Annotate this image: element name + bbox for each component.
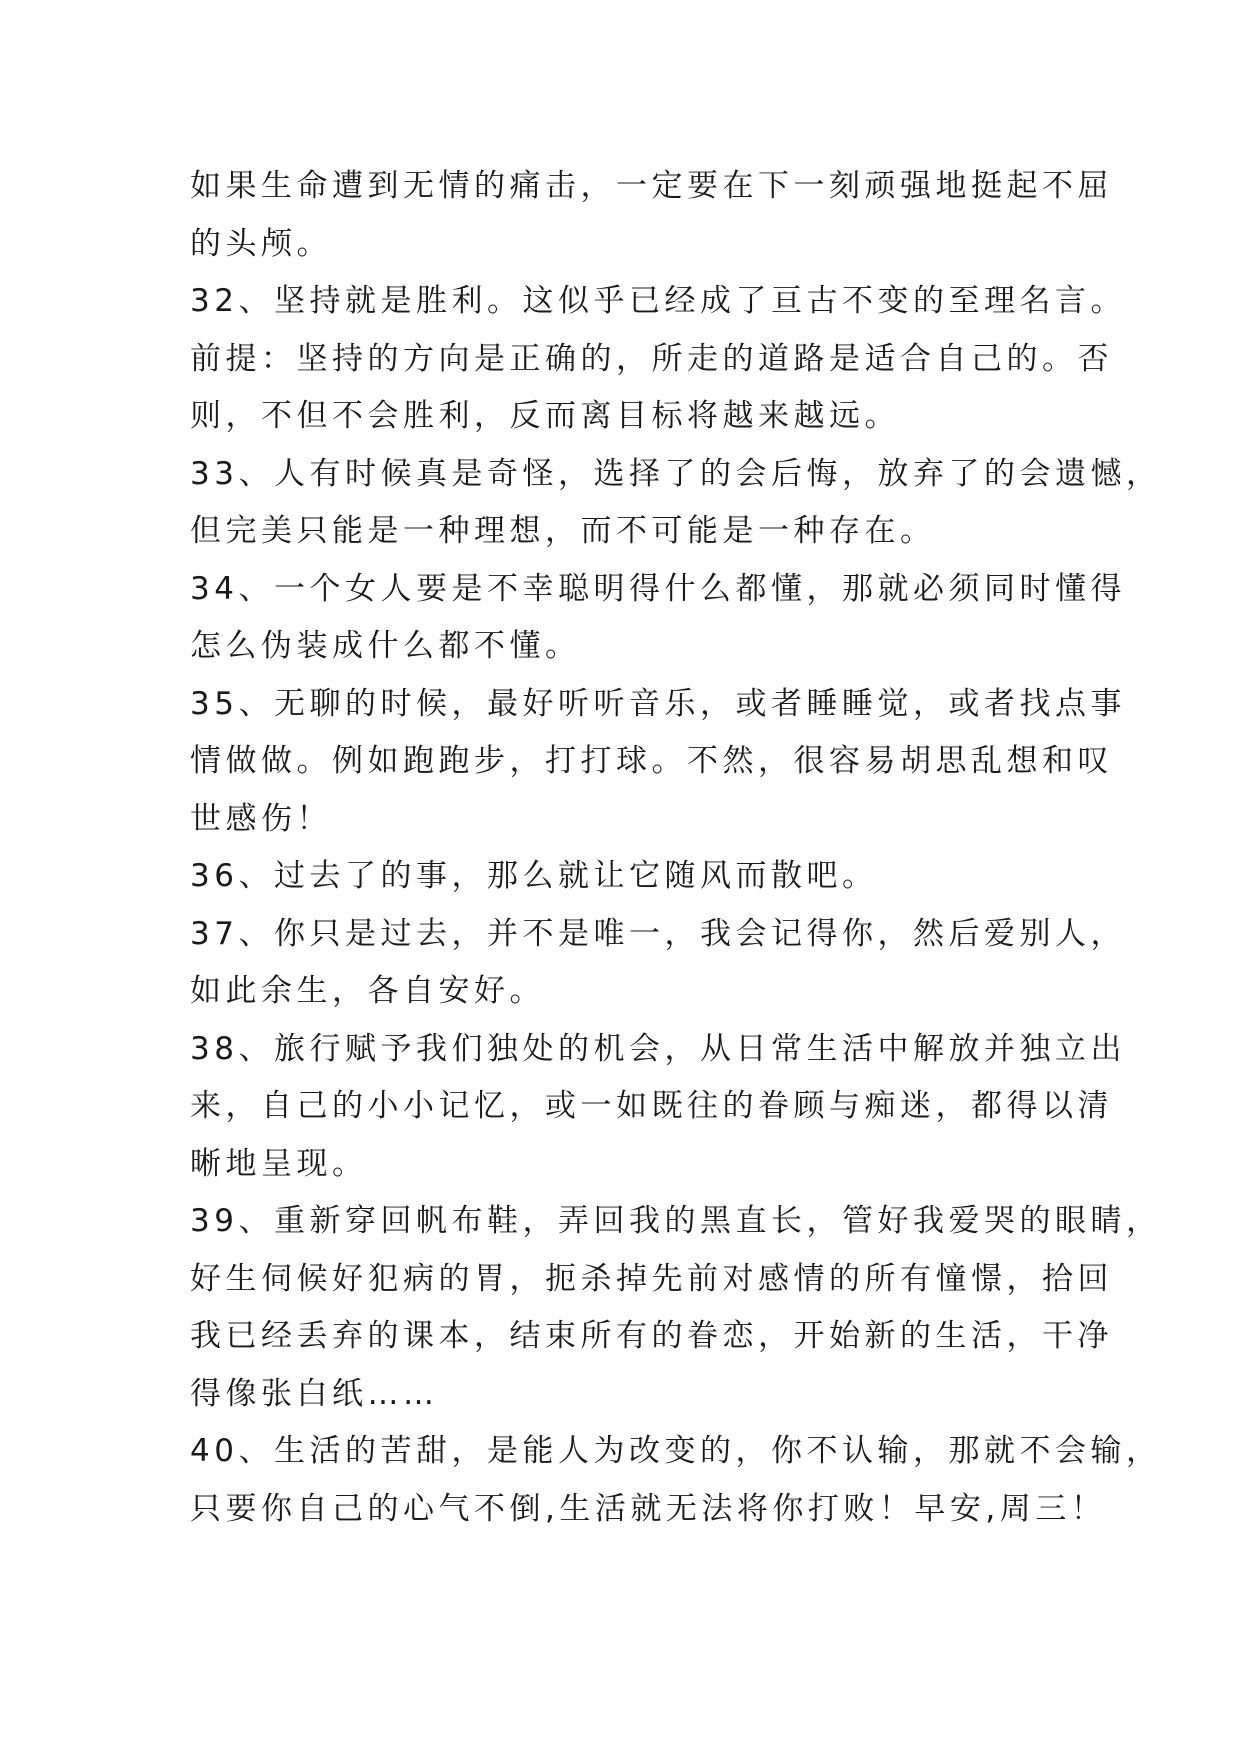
text-line: 如此余生，各自安好。 <box>190 973 545 1009</box>
text-line: 40、生活的苦甜，是能人为改变的，你不认输，那就不会输， <box>190 1433 1162 1469</box>
text-line: 则，不但不会胜利，反而离目标将越来越远。 <box>190 398 900 434</box>
text-line: 只要你自己的心气不倒,生活就无法将你打败！早安,周三！ <box>190 1490 1107 1527</box>
text-line: 33、人有时候真是奇怪，选择了的会后悔，放弃了的会遗憾， <box>190 455 1162 492</box>
text-line: 来，自己的小小记忆，或一如既往的眷顾与痴迷，都得以清 <box>190 1088 1113 1124</box>
text-line: 的头颅。 <box>190 225 332 262</box>
text-line: 如果生命遭到无情的痛击，一定要在下一刻顽强地挺起不屈 <box>190 168 1113 204</box>
text-line: 38、旅行赋予我们独处的机会，从日常生活中解放并独立出 <box>190 1030 1126 1067</box>
text-line: 39、重新穿回帆布鞋，弄回我的黑直长，管好我爱哭的眼睛， <box>190 1203 1162 1239</box>
body-text <box>190 158 1162 1538</box>
text-line: 好生伺候好犯病的胃，扼杀掉先前对感情的所有憧憬，拾回 <box>190 1260 1113 1297</box>
text-line: 34、一个女人要是不幸聪明得什么都懂，那就必须同时懂得 <box>190 570 1126 607</box>
text-line: 32、坚持就是胜利。这似乎已经成了亘古不变的至理名言。 <box>190 283 1126 319</box>
text-line: 世感伤！ <box>190 800 332 837</box>
text-line: 得像张白纸…… <box>190 1375 439 1412</box>
text-line: 情做做。例如跑跑步，打打球。不然，很容易胡思乱想和叹 <box>190 743 1113 779</box>
text-line: 但完美只能是一种理想，而不可能是一种存在。 <box>190 513 936 549</box>
text-line: 我已经丢弃的课本，结束所有的眷恋，开始新的生活，干净 <box>190 1318 1113 1354</box>
text-line: 前提：坚持的方向是正确的，所走的道路是适合自己的。否 <box>190 340 1113 377</box>
text-line: 怎么伪装成什么都不懂。 <box>190 628 581 664</box>
text-line: 35、无聊的时候，最好听听音乐，或者睡睡觉，或者找点事 <box>190 685 1126 722</box>
text-line: 36、过去了的事，那么就让它随风而散吧。 <box>190 858 878 894</box>
text-line: 37、你只是过去，并不是唯一，我会记得你，然后爱别人， <box>190 915 1126 952</box>
text-line: 晰地呈现。 <box>190 1145 368 1182</box>
